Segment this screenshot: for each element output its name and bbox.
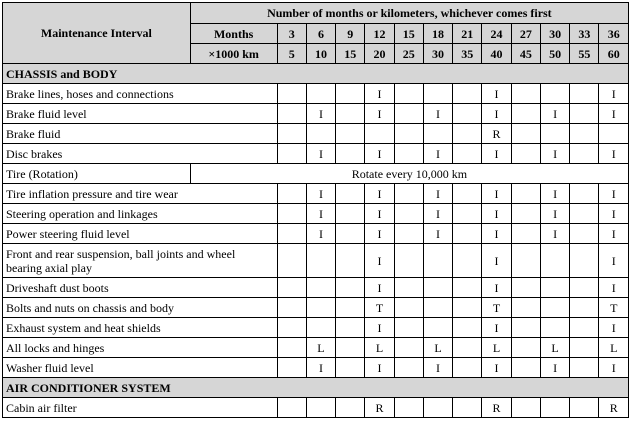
km-header-cell: 45 (511, 44, 540, 64)
schedule-cell (336, 338, 365, 358)
schedule-cell (277, 244, 306, 278)
schedule-cell (570, 104, 599, 124)
schedule-cell: I (365, 358, 394, 378)
schedule-cell (540, 124, 569, 144)
schedule-cell (570, 244, 599, 278)
schedule-cell (365, 124, 394, 144)
schedule-cell (306, 244, 335, 278)
item-label: Driveshaft dust boots (3, 278, 278, 298)
schedule-cell (306, 398, 335, 418)
schedule-cell: I (482, 144, 511, 164)
schedule-cell: I (540, 184, 569, 204)
schedule-cell (277, 358, 306, 378)
schedule-cell (394, 358, 423, 378)
schedule-cell (423, 124, 452, 144)
schedule-cell (453, 104, 482, 124)
schedule-cell: I (365, 144, 394, 164)
maintenance-schedule-table (2, 2, 629, 418)
schedule-cell (511, 338, 540, 358)
schedule-cell (336, 398, 365, 418)
schedule-cell: I (540, 104, 569, 124)
schedule-cell (306, 84, 335, 104)
schedule-cell (453, 244, 482, 278)
schedule-cell: I (306, 144, 335, 164)
schedule-cell (277, 184, 306, 204)
item-label: All locks and hinges (3, 338, 278, 358)
schedule-cell (423, 298, 452, 318)
schedule-cell: I (306, 224, 335, 244)
month-header-cell: 36 (599, 24, 629, 44)
schedule-cell (423, 398, 452, 418)
schedule-cell: L (482, 338, 511, 358)
schedule-cell (336, 144, 365, 164)
table-row (3, 124, 629, 144)
schedule-cell (540, 398, 569, 418)
schedule-cell: I (599, 144, 629, 164)
month-header-cell: 12 (365, 24, 394, 44)
schedule-cell (453, 318, 482, 338)
schedule-cell (540, 84, 569, 104)
schedule-cell (277, 124, 306, 144)
schedule-cell (453, 358, 482, 378)
item-label: Disc brakes (3, 144, 278, 164)
schedule-cell (453, 204, 482, 224)
km-header-cell: 50 (540, 44, 569, 64)
schedule-cell (336, 358, 365, 378)
schedule-cell (394, 124, 423, 144)
schedule-cell (511, 84, 540, 104)
schedule-cell (306, 318, 335, 338)
schedule-cell (511, 124, 540, 144)
schedule-cell: I (540, 144, 569, 164)
schedule-cell: L (306, 338, 335, 358)
schedule-cell (336, 204, 365, 224)
schedule-cell (423, 244, 452, 278)
schedule-cell: I (482, 84, 511, 104)
schedule-cell (277, 398, 306, 418)
schedule-cell: I (306, 358, 335, 378)
schedule-cell (277, 318, 306, 338)
schedule-cell: I (365, 84, 394, 104)
schedule-cell (394, 338, 423, 358)
item-label: Front and rear suspension, ball joints and wheel bearing axial play (3, 244, 278, 278)
item-label: Power steering fluid level (3, 224, 278, 244)
month-header-cell: 27 (511, 24, 540, 44)
schedule-cell (394, 84, 423, 104)
table-row (3, 184, 629, 204)
schedule-cell: I (482, 224, 511, 244)
schedule-cell: I (365, 278, 394, 298)
schedule-cell (511, 224, 540, 244)
item-label: Exhaust system and heat shields (3, 318, 278, 338)
item-label: Tire inflation pressure and tire wear (3, 184, 278, 204)
month-header-cell: 33 (570, 24, 599, 44)
table-row (3, 278, 629, 298)
schedule-cell (453, 338, 482, 358)
schedule-cell (453, 144, 482, 164)
schedule-cell: I (423, 224, 452, 244)
schedule-cell: I (423, 104, 452, 124)
schedule-cell: I (482, 204, 511, 224)
schedule-cell: I (482, 104, 511, 124)
schedule-cell: I (599, 204, 629, 224)
schedule-cell: I (599, 244, 629, 278)
table-row (3, 318, 629, 338)
km-header-cell: 35 (453, 44, 482, 64)
schedule-cell: I (599, 184, 629, 204)
schedule-cell (277, 84, 306, 104)
schedule-cell: T (365, 298, 394, 318)
section-title: AIR CONDITIONER SYSTEM (3, 378, 629, 398)
schedule-cell: I (482, 278, 511, 298)
schedule-cell (540, 318, 569, 338)
schedule-cell (511, 358, 540, 378)
section-title: CHASSIS and BODY (3, 64, 629, 84)
schedule-cell (394, 144, 423, 164)
schedule-cell (570, 298, 599, 318)
schedule-cell (306, 124, 335, 144)
schedule-cell (336, 124, 365, 144)
schedule-cell (570, 184, 599, 204)
schedule-cell (394, 224, 423, 244)
km-header-cell: 10 (306, 44, 335, 64)
schedule-cell (511, 318, 540, 338)
schedule-cell (570, 124, 599, 144)
schedule-cell: I (365, 204, 394, 224)
table-row (3, 398, 629, 418)
schedule-cell (277, 224, 306, 244)
schedule-cell: L (365, 338, 394, 358)
schedule-cell: I (599, 84, 629, 104)
schedule-cell (570, 204, 599, 224)
schedule-cell (540, 278, 569, 298)
table-row (3, 144, 629, 164)
schedule-cell: I (365, 184, 394, 204)
schedule-cell: I (599, 224, 629, 244)
schedule-cell: T (482, 298, 511, 318)
months-label: Months (190, 24, 277, 44)
month-header-cell: 18 (423, 24, 452, 44)
table-row (3, 338, 629, 358)
schedule-cell (336, 224, 365, 244)
schedule-cell (277, 338, 306, 358)
schedule-cell (453, 398, 482, 418)
km-header-cell: 20 (365, 44, 394, 64)
schedule-body (3, 64, 629, 418)
schedule-cell: I (540, 224, 569, 244)
table-row (3, 164, 629, 184)
schedule-cell: I (423, 358, 452, 378)
month-header-cell: 21 (453, 24, 482, 44)
item-label: Brake fluid level (3, 104, 278, 124)
schedule-cell: I (423, 204, 452, 224)
schedule-cell (423, 278, 452, 298)
schedule-cell (599, 124, 629, 144)
schedule-cell (511, 244, 540, 278)
schedule-cell (453, 84, 482, 104)
schedule-cell: I (482, 318, 511, 338)
item-label: Tire (Rotation) (3, 164, 191, 184)
section-header-row (3, 378, 629, 398)
schedule-cell (336, 318, 365, 338)
schedule-cell: I (540, 204, 569, 224)
schedule-cell (277, 204, 306, 224)
schedule-cell (336, 84, 365, 104)
schedule-cell (570, 398, 599, 418)
interval-top-header: Number of months or kilometers, whichever comes first (190, 3, 628, 24)
schedule-cell (394, 104, 423, 124)
schedule-cell (336, 184, 365, 204)
schedule-cell (511, 104, 540, 124)
km-header-cell: 5 (277, 44, 306, 64)
schedule-cell: R (365, 398, 394, 418)
schedule-cell (277, 104, 306, 124)
item-label: Steering operation and linkages (3, 204, 278, 224)
item-label: Washer fluid level (3, 358, 278, 378)
km-header-cell: 15 (336, 44, 365, 64)
schedule-cell (423, 318, 452, 338)
schedule-cell (394, 244, 423, 278)
rotation-note: Rotate every 10,000 km (190, 164, 628, 184)
schedule-cell (453, 184, 482, 204)
item-label: Brake fluid (3, 124, 278, 144)
schedule-cell (511, 184, 540, 204)
schedule-cell (336, 298, 365, 318)
km-label: ×1000 km (190, 44, 277, 64)
table-row (3, 244, 629, 278)
schedule-cell: L (599, 338, 629, 358)
schedule-cell: I (599, 278, 629, 298)
schedule-cell (394, 204, 423, 224)
schedule-cell (570, 278, 599, 298)
schedule-cell: I (599, 104, 629, 124)
schedule-cell: I (423, 184, 452, 204)
schedule-cell: I (306, 104, 335, 124)
schedule-cell (277, 298, 306, 318)
table-row (3, 224, 629, 244)
schedule-cell (336, 104, 365, 124)
schedule-cell: L (423, 338, 452, 358)
schedule-cell (336, 244, 365, 278)
table-row (3, 84, 629, 104)
schedule-cell: R (599, 398, 629, 418)
schedule-cell (570, 224, 599, 244)
schedule-cell (423, 84, 452, 104)
month-header-cell: 3 (277, 24, 306, 44)
schedule-cell (306, 298, 335, 318)
item-label: Brake lines, hoses and connections (3, 84, 278, 104)
schedule-cell (511, 144, 540, 164)
interval-header: Maintenance Interval (3, 3, 191, 64)
schedule-cell (511, 204, 540, 224)
schedule-cell (394, 184, 423, 204)
schedule-cell (277, 278, 306, 298)
schedule-cell (540, 298, 569, 318)
schedule-cell (570, 84, 599, 104)
month-header-cell: 6 (306, 24, 335, 44)
schedule-cell: I (599, 358, 629, 378)
month-header-cell: 30 (540, 24, 569, 44)
schedule-cell: I (365, 224, 394, 244)
schedule-cell (453, 124, 482, 144)
schedule-cell: I (365, 104, 394, 124)
schedule-cell (394, 398, 423, 418)
schedule-cell (394, 298, 423, 318)
month-header-cell: 9 (336, 24, 365, 44)
schedule-cell (336, 278, 365, 298)
schedule-cell (394, 318, 423, 338)
schedule-cell: I (423, 144, 452, 164)
schedule-cell: L (540, 338, 569, 358)
schedule-cell: I (365, 318, 394, 338)
km-header-cell: 55 (570, 44, 599, 64)
item-label: Cabin air filter (3, 398, 278, 418)
schedule-cell (453, 224, 482, 244)
schedule-cell: I (482, 184, 511, 204)
month-header-cell: 15 (394, 24, 423, 44)
schedule-cell (511, 398, 540, 418)
schedule-cell: I (306, 204, 335, 224)
schedule-cell (306, 278, 335, 298)
schedule-cell (511, 278, 540, 298)
schedule-cell (570, 318, 599, 338)
schedule-cell (511, 298, 540, 318)
schedule-cell: I (599, 318, 629, 338)
schedule-cell: I (540, 358, 569, 378)
month-header-cell: 24 (482, 24, 511, 44)
schedule-cell (394, 278, 423, 298)
schedule-cell (570, 358, 599, 378)
table-row (3, 104, 629, 124)
table-row (3, 358, 629, 378)
schedule-cell (570, 144, 599, 164)
schedule-cell: I (482, 358, 511, 378)
schedule-cell (453, 278, 482, 298)
schedule-cell: I (306, 184, 335, 204)
km-header-cell: 30 (423, 44, 452, 64)
schedule-cell (453, 298, 482, 318)
schedule-cell: R (482, 124, 511, 144)
schedule-cell (570, 338, 599, 358)
item-label: Bolts and nuts on chassis and body (3, 298, 278, 318)
schedule-cell (277, 144, 306, 164)
km-header-cell: 40 (482, 44, 511, 64)
schedule-cell: T (599, 298, 629, 318)
km-header-cell: 25 (394, 44, 423, 64)
km-header-cell: 60 (599, 44, 629, 64)
table-row (3, 204, 629, 224)
schedule-cell: R (482, 398, 511, 418)
table-row (3, 298, 629, 318)
section-header-row (3, 64, 629, 84)
schedule-cell: I (365, 244, 394, 278)
schedule-cell (540, 244, 569, 278)
schedule-cell: I (482, 244, 511, 278)
